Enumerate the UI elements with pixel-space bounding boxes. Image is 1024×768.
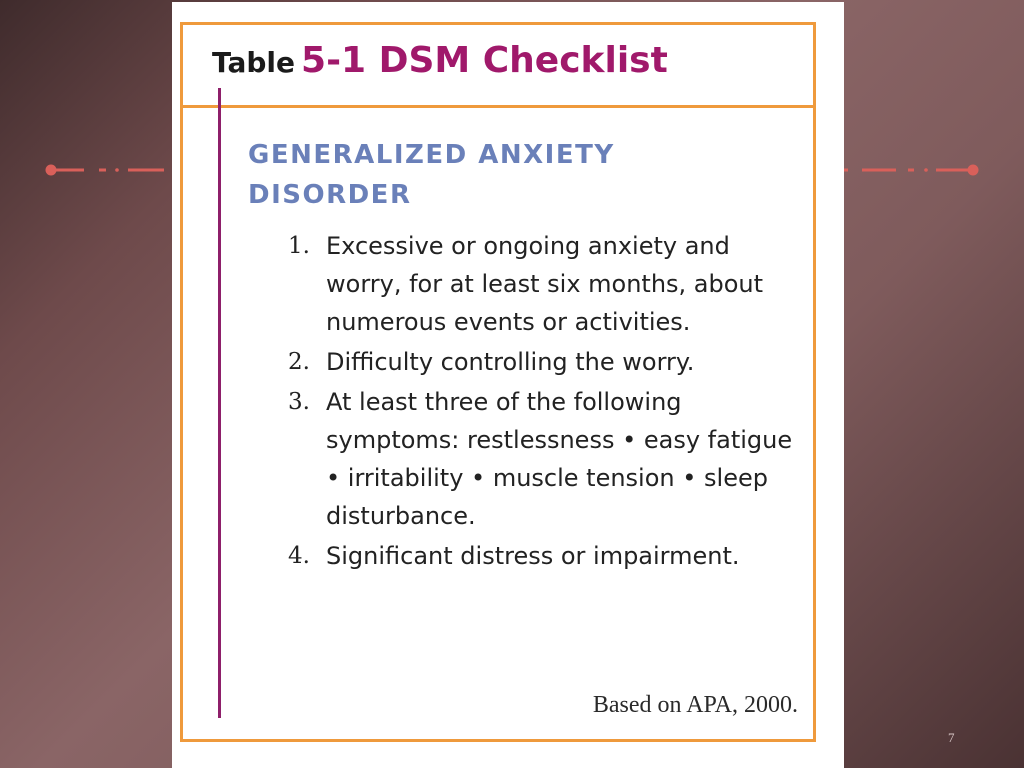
right-dash-dot-decoration: [838, 163, 980, 177]
criterion-item: [288, 343, 808, 381]
source-citation: Based on APA, 2000.: [592, 692, 798, 718]
criterion-item: [288, 383, 808, 535]
left-dash-dot-decoration: [44, 163, 174, 177]
criterion-text: Difficulty controlling the worry.: [326, 348, 695, 376]
criterion-text: Excessive or ongoing anxiety and worry, for at least six months, about numerous events or activities.: [326, 232, 764, 336]
disorder-heading: GENERALIZED ANXIETY DISORDER: [248, 140, 615, 210]
table-title-text: 5-1 DSM Checklist: [301, 40, 668, 81]
header-divider: [180, 105, 816, 108]
criterion-item: [288, 227, 808, 341]
criterion-item: [288, 537, 808, 575]
slide-number: 7: [948, 730, 955, 745]
criterion-number: 1.: [288, 233, 310, 259]
table-label: Table: [212, 46, 296, 79]
purple-vertical-rule: [218, 88, 221, 718]
checklist-table-card: [172, 2, 844, 768]
table-title: [212, 40, 668, 81]
criterion-number: 4.: [288, 543, 310, 569]
criterion-text: At least three of the following symptoms: restlessness • easy fatigue • irritability • muscle tension • sleep disturbance.: [326, 388, 793, 530]
criteria-list: [288, 227, 808, 577]
criterion-number: 3.: [288, 389, 310, 415]
criterion-text: Significant distress or impairment.: [326, 542, 740, 570]
criterion-number: 2.: [288, 349, 310, 375]
